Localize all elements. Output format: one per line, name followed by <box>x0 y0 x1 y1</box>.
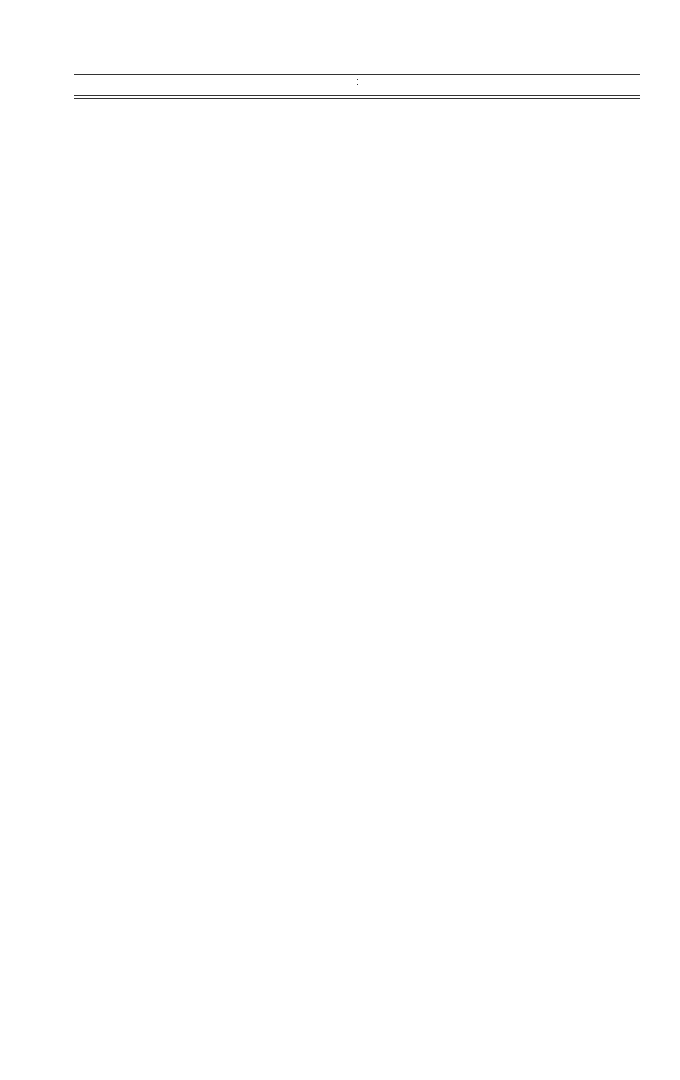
saturday-collect <box>74 84 640 85</box>
thursday-collect-right <box>358 79 641 80</box>
saturday-collect-right <box>358 84 641 85</box>
section-divider <box>74 95 640 99</box>
book-page <box>74 50 640 111</box>
thursday-collect-left <box>74 79 358 80</box>
saturday-collect-left <box>74 84 358 85</box>
thursday-collect <box>74 79 640 80</box>
page-header <box>74 50 640 72</box>
header-rule <box>74 74 640 75</box>
